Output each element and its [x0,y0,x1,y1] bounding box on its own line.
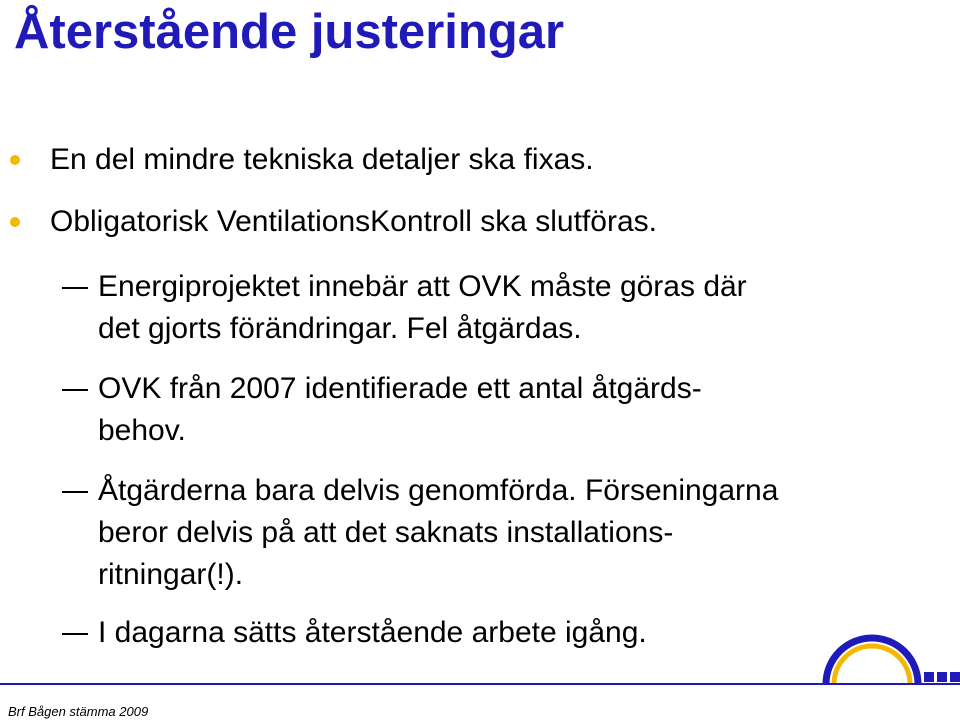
slide-title: Återstående justeringar [14,5,565,59]
sub-text-line: I dagarna sätts återstående arbete igång. [98,616,647,649]
bullet-text: Obligatorisk VentilationsKontroll ska slutföras. [50,205,657,238]
dash-icon [62,491,88,493]
sub-text-line: behov. [98,414,186,447]
dash-icon [62,389,88,391]
footer-divider [0,683,960,685]
bullet-dot-icon [10,155,20,165]
sub-text-line: ritningar(!). [98,558,244,591]
sub-text [98,266,948,350]
sub-text-line: Energiprojektet innebär att OVK måste göras där [98,270,747,303]
sub-text-line: det gjorts förändringar. Fel åtgärdas. [98,312,582,345]
bullet-text: En del mindre tekniska detaljer ska fixas. [50,143,594,176]
sub-text-line: Åtgärderna bara delvis genomförda. Förseningarna [98,474,779,507]
sub-text [98,470,948,596]
arch-logo-icon [820,632,960,684]
sub-text [98,368,948,452]
sub-text-line: OVK från 2007 identifierade ett antal åtgärds- [98,372,702,405]
sub-text-line: beror delvis på att det saknats installations- [98,516,674,549]
dash-icon [62,287,88,289]
bullet-dot-icon [10,217,20,227]
footer-text: Brf Bågen stämma 2009 [8,704,149,719]
dash-icon [62,633,88,635]
